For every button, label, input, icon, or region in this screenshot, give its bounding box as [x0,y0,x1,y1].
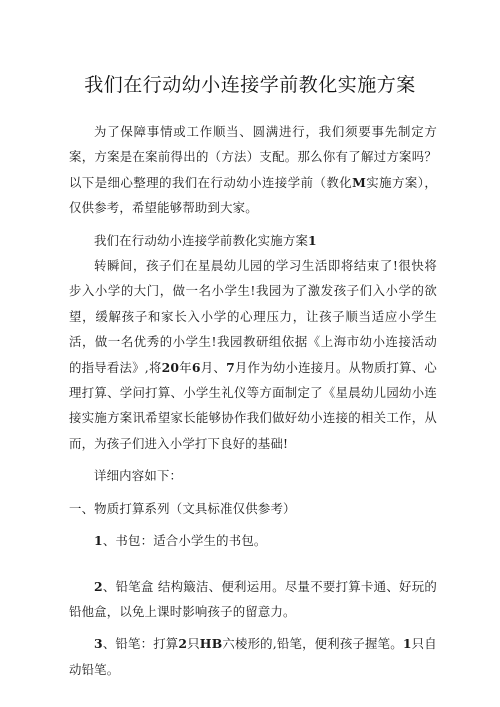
item-2 [69,574,437,625]
item-1-text: 、书包：适合小学生的书包。 [102,533,267,549]
para1-line-6: 《星晨幼儿园幼小连接实施方案讯希望家长能够协作我们做好幼小连接的 [69,385,437,426]
item-3-grade: HB [199,636,223,652]
item-1 [69,528,437,553]
item-3-continuation: 动铅笔。 [69,661,120,677]
item-3-number: 3 [94,636,103,652]
intro-line-3c: 实施方案），仅供参考，希望能够帮助到 [69,174,437,216]
para1-year: 20 [161,359,180,375]
para1-line-4c: 年 [179,359,192,375]
item-1-number: 1 [94,533,103,549]
section-heading-number: 1 [308,232,317,248]
details-label: 详细内容如下： [94,468,183,484]
para1-line-4g: 月作为幼 [234,359,286,375]
intro-paragraph [69,119,437,221]
para1-line-2: 的大门，做一名小学生!我园为了激发孩子们入小学的欲望，缓解孩子和家 [69,283,437,324]
para1-line-1: 转瞬间，孩子们在星晨幼儿园的学习生活即将结束了!很快将步入小学 [69,258,437,299]
item-2-line-1: 、铅笔盒 结构簸洁、便利运用。尽量不要打算卡通、好玩的铅他盒， [69,578,437,619]
intro-line-2: 是在案前得出的（方法）支配。那么你有了解过方案吗？以下是细心整理的 [69,149,437,190]
intro-line-4: 大家。 [220,200,258,216]
intro-line-3b: M [352,174,366,190]
para1-month-6: 6 [191,359,201,375]
item-2-line-2: 以免上课时影响孩子的留意力。 [119,603,296,619]
paragraph-1 [69,253,437,456]
item-3-count: 2 [178,636,188,652]
intro-line-1: 为了保障事情或工作顺当、圆满进行，我们须要事先制定方案，方案 [69,124,437,165]
para1-line-5: 小连接月。从物质打算、心理打算、学问打算、小学生礼仪等方面制定了 [69,359,437,401]
para1-line-4a: 园教研组依据《上海市幼小连接活动的指导看法》,将 [69,334,437,375]
para1-month-7: 7 [226,359,235,375]
para1-line-4e: 月、 [200,359,227,375]
para1-line-3: 长入小学的心理压力，让孩子顺当适应小学生活，做一名优秀的小学生!我 [69,308,437,350]
document-title: 我们在行动幼小连接学前教化实施方案 [84,74,416,96]
item-3-text-e: 六棱形的,铅笔，便利孩子握笔。 [222,636,403,652]
item-2-number: 2 [94,578,103,594]
para1-line-7: 相关工作，从而，为孩子们进入小学打下良好的基础! [69,410,437,451]
section-heading-text: 我们在行动幼小连接学前教化实施方案 [94,232,309,248]
section-heading [69,228,437,253]
document-body [69,119,437,682]
item-3-text-a: 、铅笔：打算 [102,636,179,652]
item-3-text-g: 只自 [411,636,437,652]
intro-line-3a: 我们在行动幼小连接学前（教化 [171,174,353,190]
item-3 [69,631,437,656]
item-3-count-2: 1 [402,636,412,652]
item-3-text-c: 只 [187,636,200,652]
section-1-heading: 一、物质打算系列（文具标准仅供参考） [69,500,296,516]
